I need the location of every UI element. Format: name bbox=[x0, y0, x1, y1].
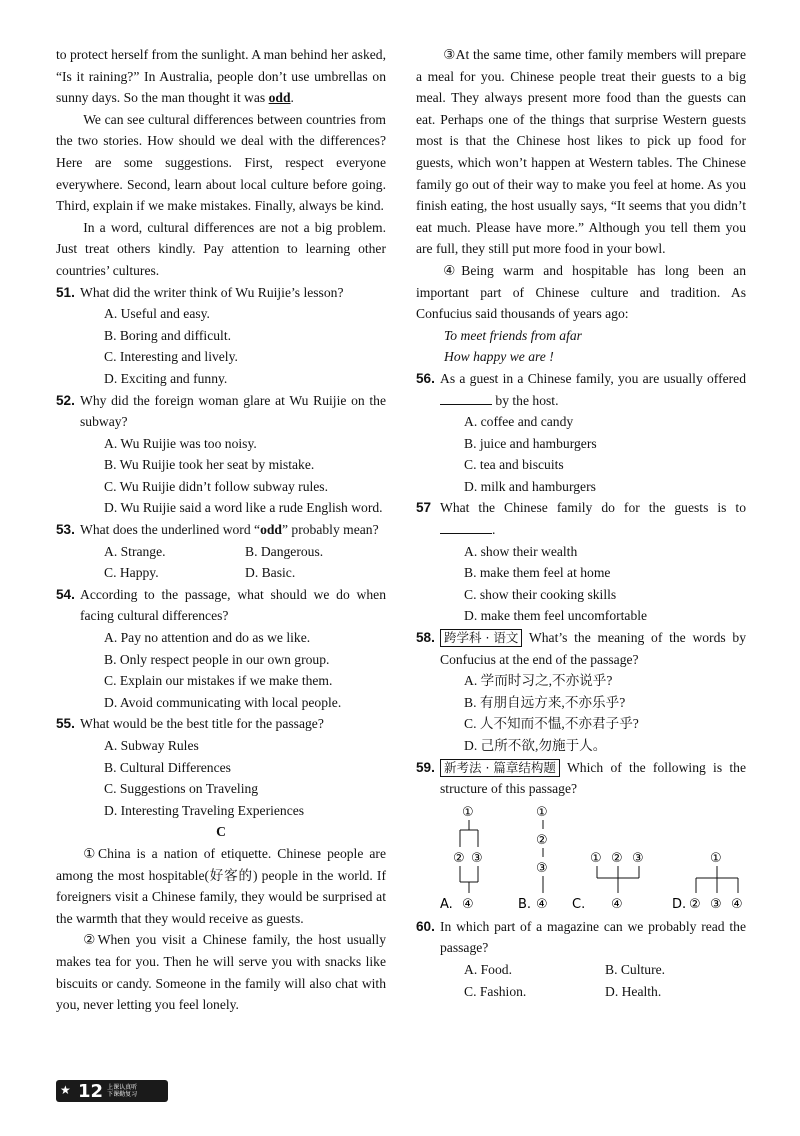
left-column bbox=[56, 44, 386, 1016]
option-a[interactable]: A. Pay no attention and do as we like. bbox=[104, 630, 311, 646]
question-58 bbox=[416, 627, 746, 757]
option-b[interactable]: B. 有朋自远方来,不亦乐乎? bbox=[464, 694, 626, 710]
option-d[interactable]: D. 己所不欲,勿施于人。 bbox=[464, 738, 607, 753]
svg-text:③: ③ bbox=[632, 850, 644, 866]
question-number: 59. bbox=[416, 759, 435, 775]
option-b[interactable]: B. Boring and difficult. bbox=[104, 327, 231, 343]
question-number: 54. bbox=[56, 586, 75, 602]
option-c[interactable]: C. Suggestions on Traveling bbox=[104, 781, 259, 797]
answer-blank[interactable] bbox=[440, 390, 492, 405]
option-d[interactable]: D. Exciting and funny. bbox=[104, 370, 228, 386]
question-number: 56. bbox=[416, 370, 435, 386]
option-d[interactable]: D. make them feel uncomfortable bbox=[464, 608, 648, 624]
svg-text:④: ④ bbox=[731, 896, 743, 912]
option-a[interactable]: A. Useful and easy. bbox=[104, 306, 210, 322]
question-51 bbox=[56, 282, 386, 390]
question-57 bbox=[416, 497, 746, 627]
svg-text:③: ③ bbox=[536, 860, 548, 876]
structure-diagrams bbox=[440, 800, 746, 916]
option-d[interactable]: D. Avoid communicating with local people. bbox=[104, 694, 342, 710]
svg-text:②: ② bbox=[453, 850, 465, 866]
question-stem: What does the underlined word “odd” probably mean? bbox=[80, 522, 379, 538]
svg-text:③: ③ bbox=[471, 850, 483, 866]
svg-text:④: ④ bbox=[536, 896, 548, 912]
passage-paragraph: ②When you visit a Chinese family, the host usually makes tea for you. Then he will serve you with snacks like biscuits or candy. Someone in the family will also chat with you, never letting you feel lonely. bbox=[56, 932, 386, 1013]
question-number: 58. bbox=[416, 630, 435, 646]
option-b[interactable]: B. Culture. bbox=[605, 961, 666, 977]
question-54 bbox=[56, 584, 386, 714]
option-b[interactable]: B. Wu Ruijie took her seat by mistake. bbox=[104, 457, 315, 473]
option-c[interactable]: C. Fashion. bbox=[464, 983, 527, 999]
option-c[interactable]: C. tea and biscuits bbox=[464, 457, 564, 473]
question-stem: As a guest in a Chinese family, you are usually offered by the host. bbox=[440, 370, 746, 408]
svg-text:B.: B. bbox=[518, 896, 532, 912]
question-tag: 新考法 · 篇章结构题 bbox=[440, 759, 560, 777]
question-stem: Why did the foreign woman glare at Wu Ruijie on the subway? bbox=[80, 392, 386, 430]
underlined-word: odd bbox=[268, 90, 291, 106]
structure-option-a[interactable] bbox=[440, 805, 483, 912]
mascot-icon: ★ bbox=[60, 1083, 71, 1097]
svg-text:③: ③ bbox=[710, 896, 722, 912]
option-a[interactable]: A. coffee and candy bbox=[464, 414, 574, 430]
question-53 bbox=[56, 519, 386, 584]
option-c[interactable]: C. Interesting and lively. bbox=[104, 349, 238, 365]
question-stem: 新考法 · 篇章结构题 Which of the following is the structure of this passage? bbox=[440, 759, 746, 797]
svg-text:①: ① bbox=[462, 804, 474, 820]
passage-paragraph: ③At the same time, other family members will prepare a meal for you. Chinese people treat their guests to a big meal. They always present more food than the guests can eat. Perhaps one of the things that surprise Western guests most is that the Chinese host likes to pick up food for guests, which won’t happen at Western tables. The Chinese family go out of their way to make you feel at home. As you finish eating, the host usually says, “It seems that you didn’t eat much. Please have more.” Although you tell them you are full, they still put more food in your bowl. bbox=[416, 47, 746, 257]
footer-slogan: 上课认真听 下课勤复习 bbox=[107, 1084, 138, 1098]
svg-text:④: ④ bbox=[611, 896, 623, 912]
svg-text:④: ④ bbox=[462, 896, 474, 912]
question-55 bbox=[56, 713, 386, 821]
option-a[interactable]: A. 学而时习之,不亦说乎? bbox=[464, 673, 613, 689]
question-number: 57 bbox=[416, 500, 432, 516]
page-number: 12 bbox=[78, 1080, 104, 1102]
poem-line: How happy we are ! bbox=[444, 349, 554, 365]
option-c[interactable]: C. Explain our mistakes if we make them. bbox=[104, 673, 333, 689]
passage-paragraph: to protect herself from the sunlight. A man behind her asked, “Is it raining?” In Australia, people don’t use umbrellas on sunny days. So the man thought it was odd. bbox=[56, 47, 386, 106]
option-b[interactable]: B. Cultural Differences bbox=[104, 759, 231, 775]
option-d[interactable]: D. Health. bbox=[605, 983, 662, 999]
svg-text:②: ② bbox=[689, 896, 701, 912]
page-footer bbox=[56, 1080, 168, 1102]
passage-paragraph: We can see cultural differences between countries from the two stories. How should we deal with the differences? Here are some suggestions. First, respect everyone everywhere. Second, learn about local culture before going. Third, explain if we make mistakes. Finally, always be kind. bbox=[56, 111, 386, 214]
question-56 bbox=[416, 368, 746, 498]
question-stem: What would be the best title for the passage? bbox=[80, 716, 324, 732]
option-a[interactable]: A. Strange. bbox=[104, 543, 166, 559]
structure-option-c[interactable] bbox=[572, 851, 644, 912]
option-c[interactable]: C. Happy. bbox=[104, 565, 159, 581]
option-d[interactable]: D. Wu Ruijie said a word like a rude English word. bbox=[104, 500, 383, 516]
option-a[interactable]: A. Food. bbox=[464, 961, 512, 977]
question-52 bbox=[56, 390, 386, 520]
question-stem: What the Chinese family do for the guests is to . bbox=[440, 500, 746, 538]
svg-text:A.: A. bbox=[440, 896, 453, 912]
option-b[interactable]: B. make them feel at home bbox=[464, 565, 611, 581]
question-number: 60. bbox=[416, 918, 435, 934]
svg-text:①: ① bbox=[590, 850, 602, 866]
poem-line: To meet friends from afar bbox=[444, 327, 582, 343]
option-c[interactable]: C. 人不知而不愠,不亦君子乎? bbox=[464, 716, 639, 732]
question-stem: What did the writer think of Wu Ruijie’s lesson? bbox=[80, 284, 344, 300]
question-number: 51. bbox=[56, 284, 75, 300]
option-c[interactable]: C. show their cooking skills bbox=[464, 586, 617, 602]
right-column bbox=[416, 44, 746, 1002]
option-d[interactable]: D. milk and hamburgers bbox=[464, 478, 596, 494]
section-heading: C bbox=[216, 824, 226, 840]
option-b[interactable]: B. Only respect people in our own group. bbox=[104, 651, 330, 667]
question-stem: In which part of a magazine can we probably read the passage? bbox=[440, 918, 746, 956]
option-d[interactable]: D. Basic. bbox=[245, 565, 296, 581]
passage-paragraph: ①China is a nation of etiquette. Chinese people are among the most hospitable(好客的) people in the world. If foreigners visit a Chinese family, they would be surprised at the warmth that they would receive as guests. bbox=[56, 845, 386, 926]
question-number: 55. bbox=[56, 716, 75, 732]
option-a[interactable]: A. show their wealth bbox=[464, 543, 578, 559]
option-d[interactable]: D. Interesting Traveling Experiences bbox=[104, 802, 305, 818]
option-a[interactable]: A. Wu Ruijie was too noisy. bbox=[104, 435, 257, 451]
svg-text:①: ① bbox=[710, 850, 722, 866]
passage-paragraph: ④Being warm and hospitable has long been an important part of Chinese culture and tradition. As Confucius said thousands of years ago: bbox=[416, 262, 746, 322]
passage-paragraph: In a word, cultural differences are not a big problem. Just treat others kindly. Pay attention to learning other countries’ cultures. bbox=[56, 219, 386, 278]
question-tag: 跨学科 · 语文 bbox=[440, 629, 522, 647]
option-b[interactable]: B. juice and hamburgers bbox=[464, 435, 597, 451]
svg-text:②: ② bbox=[611, 850, 623, 866]
question-number: 53. bbox=[56, 522, 75, 538]
question-stem: 跨学科 · 语文 What’s the meaning of the words by Confucius at the end of the passage? bbox=[440, 630, 746, 667]
question-60 bbox=[416, 916, 746, 1002]
question-59 bbox=[416, 757, 746, 916]
svg-text:C.: C. bbox=[572, 896, 586, 912]
svg-text:D.: D. bbox=[672, 896, 687, 912]
structure-option-b[interactable] bbox=[518, 805, 548, 912]
option-b[interactable]: B. Dangerous. bbox=[245, 543, 324, 559]
question-stem: According to the passage, what should we do when facing cultural differences? bbox=[80, 586, 386, 624]
answer-blank[interactable] bbox=[440, 519, 492, 534]
question-number: 52. bbox=[56, 392, 75, 408]
svg-text:①: ① bbox=[536, 804, 548, 820]
option-c[interactable]: C. Wu Ruijie didn’t follow subway rules. bbox=[104, 478, 328, 494]
option-a[interactable]: A. Subway Rules bbox=[104, 738, 199, 753]
structure-option-d[interactable] bbox=[672, 851, 743, 912]
svg-text:②: ② bbox=[536, 832, 548, 848]
